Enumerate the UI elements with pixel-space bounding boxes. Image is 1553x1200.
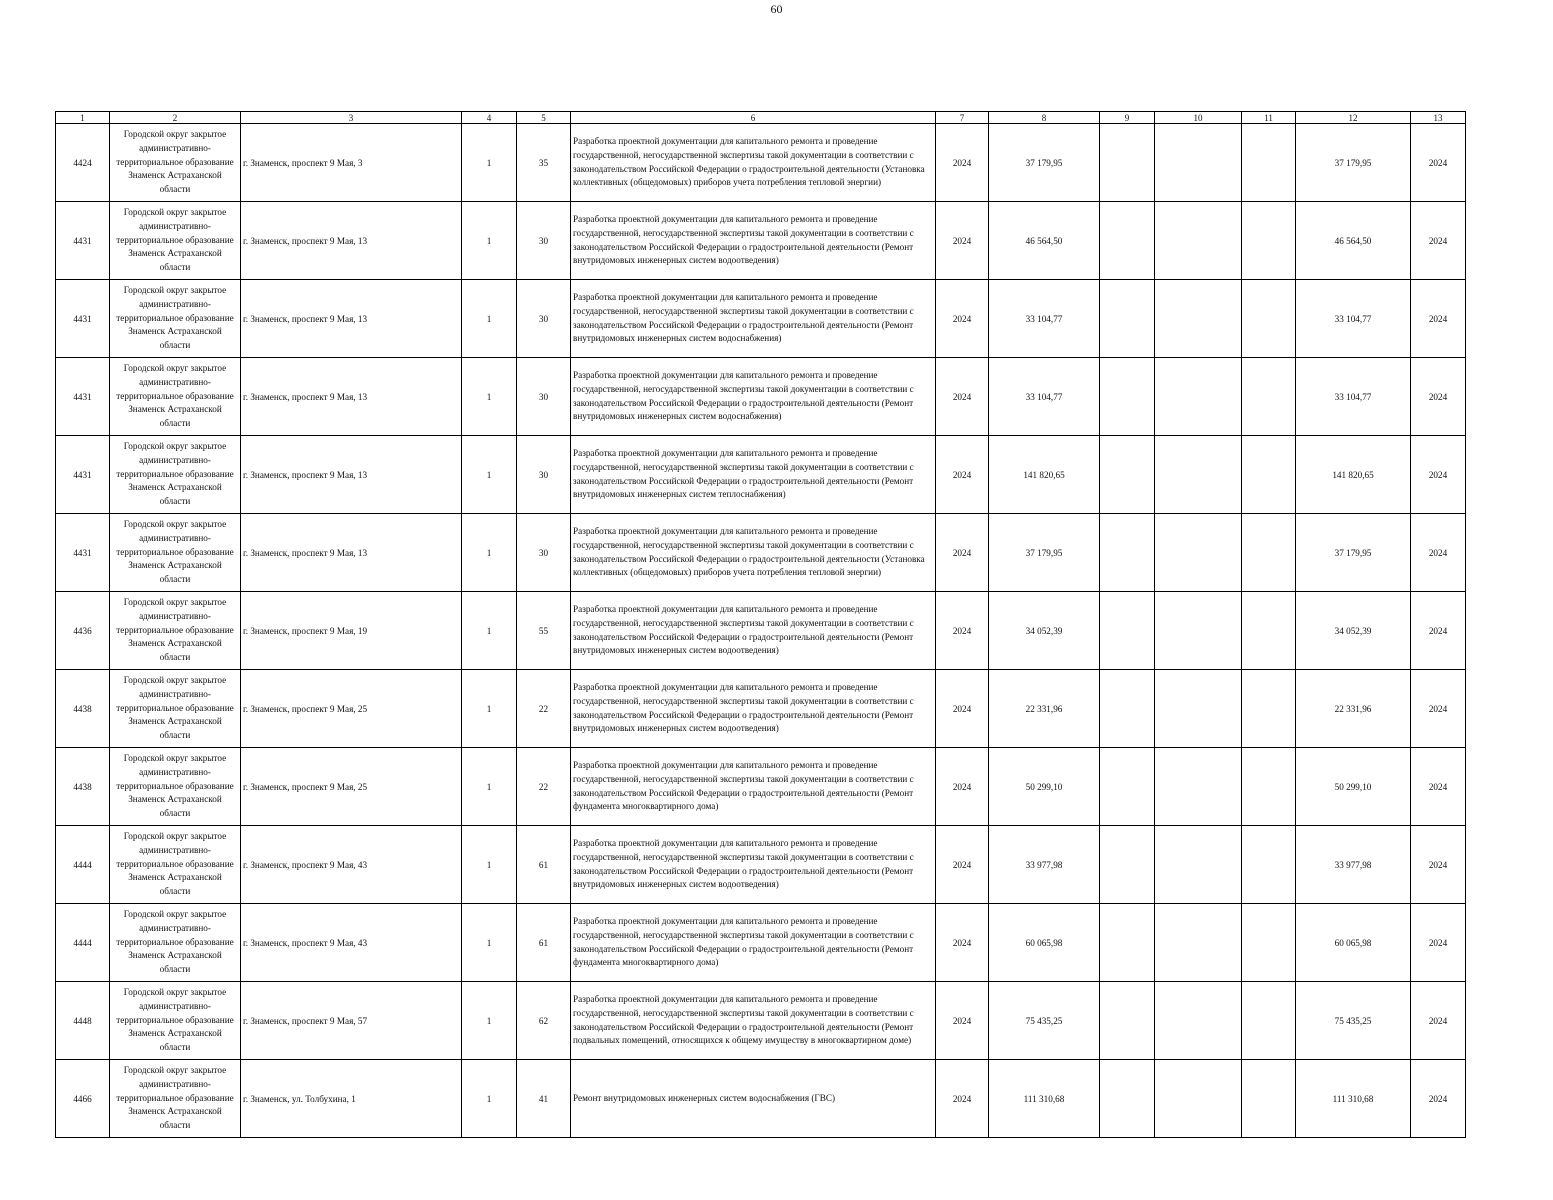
- col-12-value-cell: 60 065,98: [1296, 904, 1411, 982]
- work-description-cell: Разработка проектной документации для капитального ремонта и проведение государственной, негосударственной экспертизы такой документации в соответствии с законодательством Российской Федерации о градостроительной деятельности (Ремонт внутридомовых инженерных систем водоотведения): [571, 670, 936, 748]
- col-13-value-cell: 2024: [1411, 670, 1466, 748]
- col-13-value-cell: 2024: [1411, 904, 1466, 982]
- table-row: [56, 748, 1466, 826]
- col-13-value-cell: 2024: [1411, 124, 1466, 202]
- work-description-cell: Разработка проектной документации для капитального ремонта и проведение государственной, негосударственной экспертизы такой документации в соответствии с законодательством Российской Федерации о градостроительной деятельности (Ремонт внутридомовых инженерных систем водоснабжения): [571, 280, 936, 358]
- col-9-value-cell: [1100, 982, 1155, 1060]
- col-11-value-cell: [1242, 514, 1296, 592]
- col-10-value-cell: [1155, 124, 1242, 202]
- col-12-value-cell: 37 179,95: [1296, 124, 1411, 202]
- work-description-cell: Разработка проектной документации для капитального ремонта и проведение государственной, негосударственной экспертизы такой документации в соответствии с законодательством Российской Федерации о градостроительной деятельности (Ремонт внутридомовых инженерных систем водоотведения): [571, 592, 936, 670]
- col-9-value-cell: [1100, 1060, 1155, 1138]
- cost-cell: 22 331,96: [989, 670, 1100, 748]
- col-9-value-cell: [1100, 592, 1155, 670]
- municipality-cell: Городской округ закрытое административно-территориальное образование Знаменск Астраханской области: [110, 358, 241, 436]
- address-cell: г. Знаменск, ул. Толбухина, 1: [241, 1060, 462, 1138]
- col-12-value-cell: 141 820,65: [1296, 436, 1411, 514]
- col-13-value-cell: 2024: [1411, 1060, 1466, 1138]
- col-4-value-cell: 1: [462, 436, 517, 514]
- column-header-13: 13: [1411, 112, 1466, 124]
- work-description-cell: Разработка проектной документации для капитального ремонта и проведение государственной, негосударственной экспертизы такой документации в соответствии с законодательством Российской Федерации о градостроительной деятельности (Ремонт внутридомовых инженерных систем водоснабжения): [571, 358, 936, 436]
- table-row: [56, 670, 1466, 748]
- col-10-value-cell: [1155, 514, 1242, 592]
- col-4-value-cell: 1: [462, 592, 517, 670]
- col-5-value-cell: 55: [517, 592, 571, 670]
- col-12-value-cell: 33 104,77: [1296, 280, 1411, 358]
- table-row: [56, 826, 1466, 904]
- col-11-value-cell: [1242, 280, 1296, 358]
- column-header-12: 12: [1296, 112, 1411, 124]
- work-description-cell: Ремонт внутридомовых инженерных систем водоснабжения (ГВС): [571, 1060, 936, 1138]
- object-id-cell: 4438: [56, 748, 110, 826]
- cost-cell: 75 435,25: [989, 982, 1100, 1060]
- year-cell: 2024: [936, 436, 989, 514]
- year-cell: 2024: [936, 904, 989, 982]
- col-13-value-cell: 2024: [1411, 202, 1466, 280]
- table-row: [56, 358, 1466, 436]
- col-10-value-cell: [1155, 1060, 1242, 1138]
- table-row: [56, 592, 1466, 670]
- col-5-value-cell: 30: [517, 436, 571, 514]
- work-description-cell: Разработка проектной документации для капитального ремонта и проведение государственной, негосударственной экспертизы такой документации в соответствии с законодательством Российской Федерации о градостроительной деятельности (Ремонт внутридомовых инженерных систем теплоснабжения): [571, 436, 936, 514]
- col-5-value-cell: 35: [517, 124, 571, 202]
- col-11-value-cell: [1242, 748, 1296, 826]
- col-12-value-cell: 34 052,39: [1296, 592, 1411, 670]
- work-description-cell: Разработка проектной документации для капитального ремонта и проведение государственной, негосударственной экспертизы такой документации в соответствии с законодательством Российской Федерации о градостроительной деятельности (Ремонт внутридомовых инженерных систем водоотведения): [571, 202, 936, 280]
- col-10-value-cell: [1155, 436, 1242, 514]
- col-5-value-cell: 30: [517, 202, 571, 280]
- municipality-cell: Городской округ закрытое административно-территориальное образование Знаменск Астраханской области: [110, 670, 241, 748]
- column-header-5: 5: [517, 112, 571, 124]
- col-9-value-cell: [1100, 202, 1155, 280]
- address-cell: г. Знаменск, проспект 9 Мая, 3: [241, 124, 462, 202]
- col-9-value-cell: [1100, 124, 1155, 202]
- object-id-cell: 4438: [56, 670, 110, 748]
- col-12-value-cell: 37 179,95: [1296, 514, 1411, 592]
- col-5-value-cell: 41: [517, 1060, 571, 1138]
- object-id-cell: 4431: [56, 202, 110, 280]
- col-10-value-cell: [1155, 826, 1242, 904]
- col-9-value-cell: [1100, 358, 1155, 436]
- col-9-value-cell: [1100, 280, 1155, 358]
- col-9-value-cell: [1100, 514, 1155, 592]
- cost-cell: 33 977,98: [989, 826, 1100, 904]
- col-11-value-cell: [1242, 982, 1296, 1060]
- col-10-value-cell: [1155, 202, 1242, 280]
- col-12-value-cell: 33 977,98: [1296, 826, 1411, 904]
- col-13-value-cell: 2024: [1411, 358, 1466, 436]
- table-row: [56, 202, 1466, 280]
- cost-cell: 33 104,77: [989, 358, 1100, 436]
- col-10-value-cell: [1155, 670, 1242, 748]
- address-cell: г. Знаменск, проспект 9 Мая, 13: [241, 358, 462, 436]
- cost-cell: 60 065,98: [989, 904, 1100, 982]
- col-5-value-cell: 30: [517, 358, 571, 436]
- municipality-cell: Городской округ закрытое административно-территориальное образование Знаменск Астраханской области: [110, 514, 241, 592]
- col-13-value-cell: 2024: [1411, 982, 1466, 1060]
- col-5-value-cell: 61: [517, 826, 571, 904]
- year-cell: 2024: [936, 280, 989, 358]
- table-body: [56, 124, 1466, 1138]
- municipality-cell: Городской округ закрытое административно-территориальное образование Знаменск Астраханской области: [110, 202, 241, 280]
- col-12-value-cell: 46 564,50: [1296, 202, 1411, 280]
- municipality-cell: Городской округ закрытое административно-территориальное образование Знаменск Астраханской области: [110, 592, 241, 670]
- col-5-value-cell: 62: [517, 982, 571, 1060]
- cost-cell: 33 104,77: [989, 280, 1100, 358]
- col-12-value-cell: 75 435,25: [1296, 982, 1411, 1060]
- col-5-value-cell: 22: [517, 670, 571, 748]
- address-cell: г. Знаменск, проспект 9 Мая, 57: [241, 982, 462, 1060]
- address-cell: г. Знаменск, проспект 9 Мая, 43: [241, 904, 462, 982]
- col-11-value-cell: [1242, 670, 1296, 748]
- municipality-cell: Городской округ закрытое административно-территориальное образование Знаменск Астраханской области: [110, 748, 241, 826]
- col-4-value-cell: 1: [462, 904, 517, 982]
- col-4-value-cell: 1: [462, 748, 517, 826]
- work-description-cell: Разработка проектной документации для капитального ремонта и проведение государственной, негосударственной экспертизы такой документации в соответствии с законодательством Российской Федерации о градостроительной деятельности (Ремонт фундамента многоквартирного дома): [571, 904, 936, 982]
- table-row: [56, 514, 1466, 592]
- cost-cell: 50 299,10: [989, 748, 1100, 826]
- col-10-value-cell: [1155, 748, 1242, 826]
- object-id-cell: 4436: [56, 592, 110, 670]
- col-5-value-cell: 30: [517, 514, 571, 592]
- column-header-2: 2: [110, 112, 241, 124]
- col-5-value-cell: 22: [517, 748, 571, 826]
- col-10-value-cell: [1155, 358, 1242, 436]
- col-12-value-cell: 50 299,10: [1296, 748, 1411, 826]
- column-header-6: 6: [571, 112, 936, 124]
- col-9-value-cell: [1100, 670, 1155, 748]
- cost-cell: 141 820,65: [989, 436, 1100, 514]
- year-cell: 2024: [936, 202, 989, 280]
- municipality-cell: Городской округ закрытое административно-территориальное образование Знаменск Астраханской области: [110, 436, 241, 514]
- object-id-cell: 4448: [56, 982, 110, 1060]
- table-row: [56, 1060, 1466, 1138]
- column-header-9: 9: [1100, 112, 1155, 124]
- year-cell: 2024: [936, 124, 989, 202]
- col-4-value-cell: 1: [462, 826, 517, 904]
- work-description-cell: Разработка проектной документации для капитального ремонта и проведение государственной, негосударственной экспертизы такой документации в соответствии с законодательством Российской Федерации о градостроительной деятельности (Установка коллективных (общедомовых) приборов учета потребления тепловой энергии): [571, 124, 936, 202]
- col-9-value-cell: [1100, 904, 1155, 982]
- object-id-cell: 4431: [56, 280, 110, 358]
- object-id-cell: 4424: [56, 124, 110, 202]
- object-id-cell: 4466: [56, 1060, 110, 1138]
- col-9-value-cell: [1100, 826, 1155, 904]
- col-13-value-cell: 2024: [1411, 592, 1466, 670]
- work-description-cell: Разработка проектной документации для капитального ремонта и проведение государственной, негосударственной экспертизы такой документации в соответствии с законодательством Российской Федерации о градостроительной деятельности (Установка коллективных (общедомовых) приборов учета потребления тепловой энергии): [571, 514, 936, 592]
- municipality-cell: Городской округ закрытое административно-территориальное образование Знаменск Астраханской области: [110, 280, 241, 358]
- object-id-cell: 4444: [56, 904, 110, 982]
- col-4-value-cell: 1: [462, 514, 517, 592]
- cost-cell: 37 179,95: [989, 124, 1100, 202]
- col-4-value-cell: 1: [462, 670, 517, 748]
- column-header-7: 7: [936, 112, 989, 124]
- col-10-value-cell: [1155, 904, 1242, 982]
- object-id-cell: 4431: [56, 358, 110, 436]
- col-12-value-cell: 111 310,68: [1296, 1060, 1411, 1138]
- col-4-value-cell: 1: [462, 1060, 517, 1138]
- year-cell: 2024: [936, 670, 989, 748]
- address-cell: г. Знаменск, проспект 9 Мая, 13: [241, 280, 462, 358]
- col-13-value-cell: 2024: [1411, 436, 1466, 514]
- address-cell: г. Знаменск, проспект 9 Мая, 43: [241, 826, 462, 904]
- object-id-cell: 4431: [56, 436, 110, 514]
- col-12-value-cell: 22 331,96: [1296, 670, 1411, 748]
- col-10-value-cell: [1155, 982, 1242, 1060]
- col-5-value-cell: 30: [517, 280, 571, 358]
- header-row: [56, 112, 1466, 124]
- municipality-cell: Городской округ закрытое административно-территориальное образование Знаменск Астраханской области: [110, 124, 241, 202]
- municipality-cell: Городской округ закрытое административно-территориальное образование Знаменск Астраханской области: [110, 1060, 241, 1138]
- col-11-value-cell: [1242, 358, 1296, 436]
- address-cell: г. Знаменск, проспект 9 Мая, 13: [241, 202, 462, 280]
- col-10-value-cell: [1155, 592, 1242, 670]
- col-11-value-cell: [1242, 202, 1296, 280]
- address-cell: г. Знаменск, проспект 9 Мая, 13: [241, 436, 462, 514]
- year-cell: 2024: [936, 982, 989, 1060]
- col-4-value-cell: 1: [462, 982, 517, 1060]
- col-4-value-cell: 1: [462, 280, 517, 358]
- col-4-value-cell: 1: [462, 202, 517, 280]
- col-11-value-cell: [1242, 826, 1296, 904]
- work-description-cell: Разработка проектной документации для капитального ремонта и проведение государственной, негосударственной экспертизы такой документации в соответствии с законодательством Российской Федерации о градостроительной деятельности (Ремонт внутридомовых инженерных систем водоотведения): [571, 826, 936, 904]
- object-id-cell: 4444: [56, 826, 110, 904]
- col-11-value-cell: [1242, 904, 1296, 982]
- cost-cell: 111 310,68: [989, 1060, 1100, 1138]
- cost-cell: 46 564,50: [989, 202, 1100, 280]
- table-row: [56, 280, 1466, 358]
- year-cell: 2024: [936, 826, 989, 904]
- col-11-value-cell: [1242, 124, 1296, 202]
- col-5-value-cell: 61: [517, 904, 571, 982]
- col-13-value-cell: 2024: [1411, 280, 1466, 358]
- cost-cell: 34 052,39: [989, 592, 1100, 670]
- table-header: [56, 112, 1466, 124]
- cost-cell: 37 179,95: [989, 514, 1100, 592]
- col-13-value-cell: 2024: [1411, 748, 1466, 826]
- col-13-value-cell: 2024: [1411, 514, 1466, 592]
- year-cell: 2024: [936, 1060, 989, 1138]
- col-4-value-cell: 1: [462, 358, 517, 436]
- col-9-value-cell: [1100, 436, 1155, 514]
- col-11-value-cell: [1242, 1060, 1296, 1138]
- year-cell: 2024: [936, 748, 989, 826]
- address-cell: г. Знаменск, проспект 9 Мая, 13: [241, 514, 462, 592]
- column-header-10: 10: [1155, 112, 1242, 124]
- table-row: [56, 982, 1466, 1060]
- col-10-value-cell: [1155, 280, 1242, 358]
- work-description-cell: Разработка проектной документации для капитального ремонта и проведение государственной, негосударственной экспертизы такой документации в соответствии с законодательством Российской Федерации о градостроительной деятельности (Ремонт фундамента многоквартирного дома): [571, 748, 936, 826]
- column-header-11: 11: [1242, 112, 1296, 124]
- page-number: 60: [770, 2, 783, 16]
- registry-table: [55, 111, 1466, 1138]
- col-11-value-cell: [1242, 592, 1296, 670]
- col-12-value-cell: 33 104,77: [1296, 358, 1411, 436]
- col-11-value-cell: [1242, 436, 1296, 514]
- address-cell: г. Знаменск, проспект 9 Мая, 19: [241, 592, 462, 670]
- year-cell: 2024: [936, 358, 989, 436]
- year-cell: 2024: [936, 514, 989, 592]
- municipality-cell: Городской округ закрытое административно-территориальное образование Знаменск Астраханской области: [110, 904, 241, 982]
- column-header-8: 8: [989, 112, 1100, 124]
- object-id-cell: 4431: [56, 514, 110, 592]
- column-header-1: 1: [56, 112, 110, 124]
- column-header-3: 3: [241, 112, 462, 124]
- municipality-cell: Городской округ закрытое административно-территориальное образование Знаменск Астраханской области: [110, 982, 241, 1060]
- address-cell: г. Знаменск, проспект 9 Мая, 25: [241, 748, 462, 826]
- column-header-4: 4: [462, 112, 517, 124]
- address-cell: г. Знаменск, проспект 9 Мая, 25: [241, 670, 462, 748]
- col-13-value-cell: 2024: [1411, 826, 1466, 904]
- col-9-value-cell: [1100, 748, 1155, 826]
- work-description-cell: Разработка проектной документации для капитального ремонта и проведение государственной, негосударственной экспертизы такой документации в соответствии с законодательством Российской Федерации о градостроительной деятельности (Ремонт подвальных помещений, относящихся к общему имуществу в многоквартирном доме): [571, 982, 936, 1060]
- year-cell: 2024: [936, 592, 989, 670]
- table-row: [56, 436, 1466, 514]
- col-4-value-cell: 1: [462, 124, 517, 202]
- table-row: [56, 124, 1466, 202]
- table-row: [56, 904, 1466, 982]
- municipality-cell: Городской округ закрытое административно-территориальное образование Знаменск Астраханской области: [110, 826, 241, 904]
